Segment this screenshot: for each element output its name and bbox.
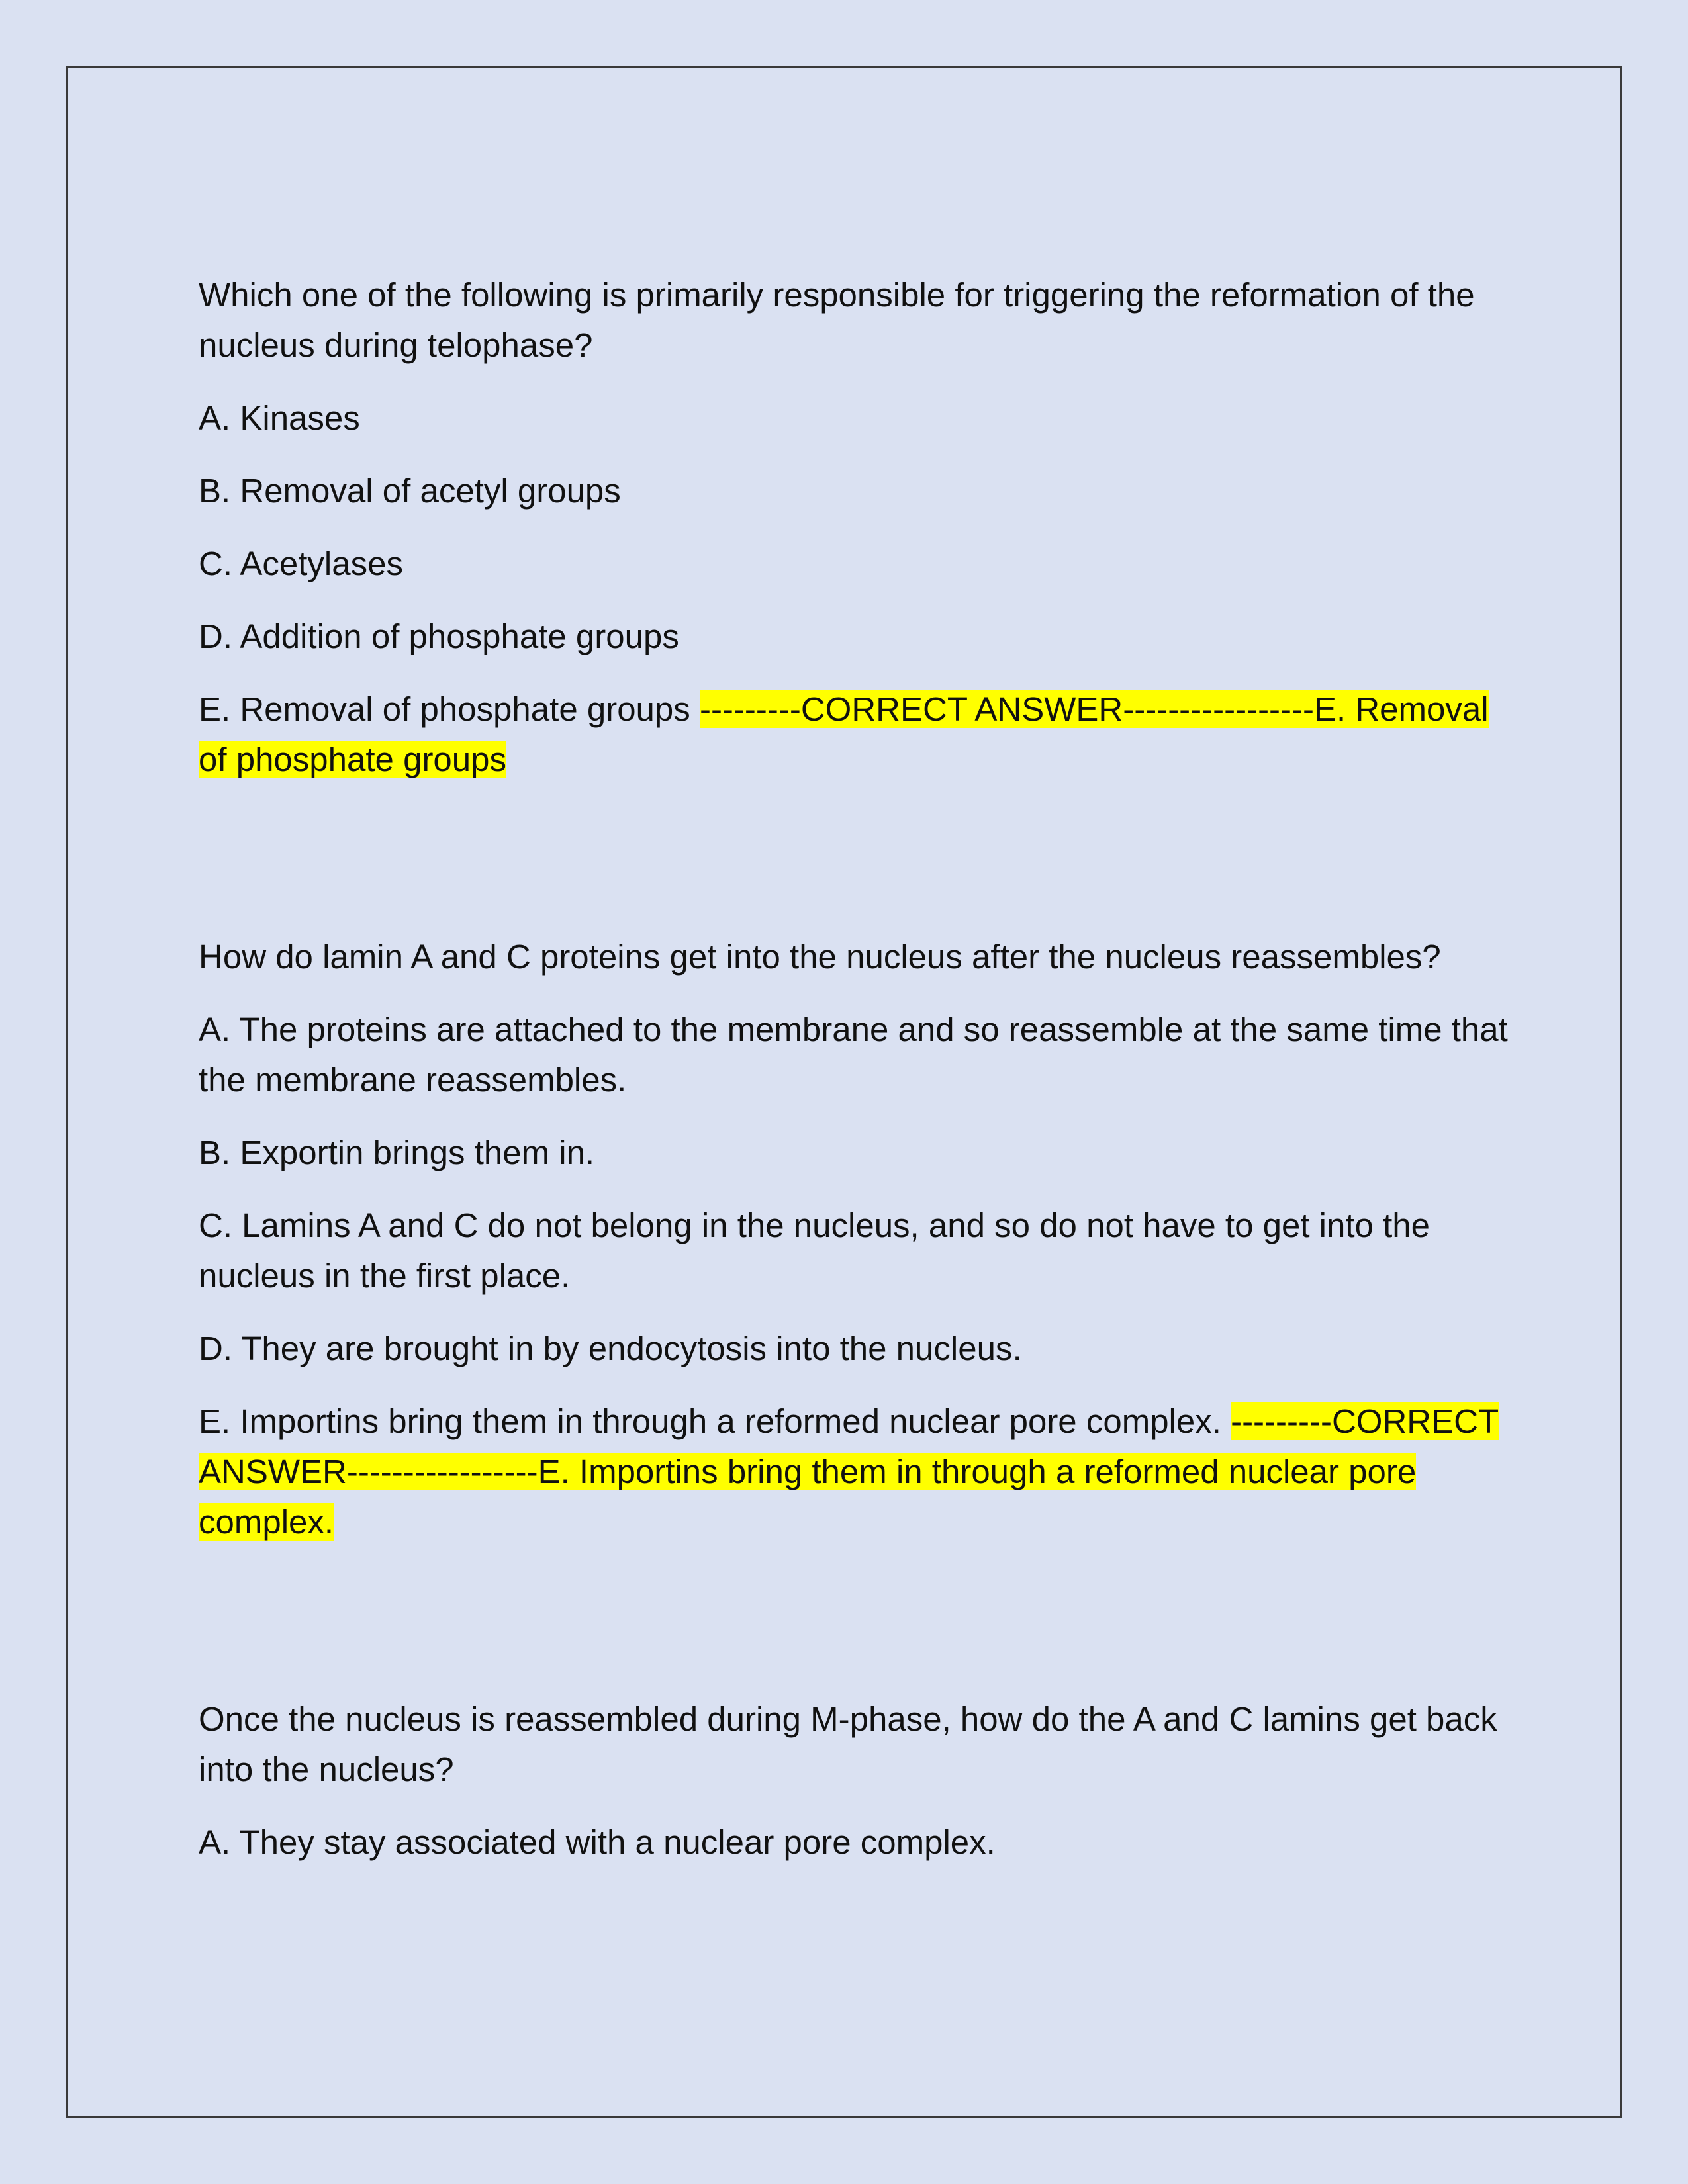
question-block-1 [199,270,1509,785]
answer-option-b: B. Exportin brings them in. [199,1134,595,1171]
question-block-2 [199,932,1509,1547]
question-text: How do lamin A and C proteins get into the nucleus after the nucleus reassembles? [199,938,1441,976]
correct-answer-highlight: ---------CORRECT ANSWER-----------------E. Importins bring them in through a reformed nuclear pore complex. [199,1402,1499,1541]
answer-option-a: A. The proteins are attached to the membrane and so reassemble at the same time that the membrane reassembles. [199,1011,1508,1099]
answer-option-e-text: E. Removal of phosphate groups [199,690,690,728]
answer-option-e-text: E. Importins bring them in through a reformed nuclear pore complex. [199,1402,1221,1440]
answer-option-d: D. They are brought in by endocytosis into the nucleus. [199,1330,1022,1367]
answer-option-d: D. Addition of phosphate groups [199,617,679,655]
answer-option-a: A. They stay associated with a nuclear pore complex. [199,1823,996,1861]
question-block-3 [199,1694,1509,1868]
answer-option-a: A. Kinases [199,399,360,437]
answer-option-b: B. Removal of acetyl groups [199,472,621,510]
question-text: Once the nucleus is reassembled during M-phase, how do the A and C lamins get back into the nucleus? [199,1700,1497,1788]
answer-option-c: C. Acetylases [199,545,403,582]
answer-option-e [199,684,1509,785]
answer-option-c: C. Lamins A and C do not belong in the nucleus, and so do not have to get into the nucleus in the first place. [199,1206,1430,1295]
document-content [199,270,1509,1868]
question-text: Which one of the following is primarily responsible for triggering the reformation of the nucleus during telophase? [199,276,1475,364]
answer-option-e [199,1396,1509,1547]
correct-answer-highlight: ---------CORRECT ANSWER-----------------E. Removal of phosphate groups [199,690,1489,778]
